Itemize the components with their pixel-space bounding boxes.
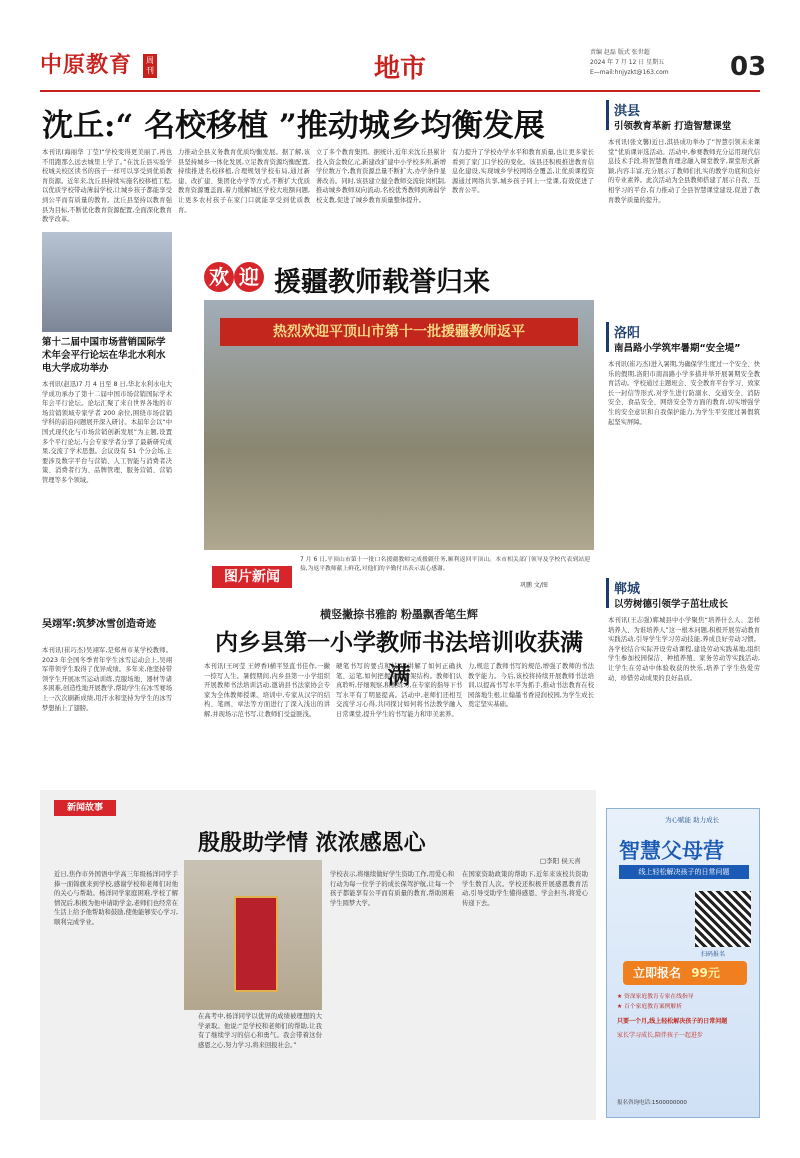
sidebar1-title: 第十二届中国市场营销国际学术年会平行论坛在华北水利水电大学成功举办 xyxy=(42,337,166,374)
editor-info: 责编 赵磊 版式 张世超 xyxy=(590,49,650,56)
ad-price: 99元 xyxy=(691,966,720,980)
qr-label: 扫码报名 xyxy=(701,951,726,958)
story2-kicker: 横竖撇捺书雅韵 粉墨飘香笔生辉 xyxy=(320,608,478,621)
teachers-photo xyxy=(204,300,594,550)
section-title: 地市 xyxy=(374,54,427,84)
ad-bullet-1: ★ 资深家庭教育专家在线指导 xyxy=(617,994,694,1000)
sidebar5-body: 本刊讯(王志强)郸城县中小学聚焦“培养什么人、怎样培养人、为谁培养人”这一根本问题,积极开展劳动教育实践活动,引导学生学习劳动技能,养成良好劳动习惯。各学校结合实际开设劳动课程,建设劳动实践基地,组织学生参加校园保洁、种植养殖、家务劳动等实践活动,让学生在劳动中体验收获的快乐,培养了学生热爱劳动、珍惜劳动成果的良好品质。 xyxy=(608,617,760,682)
story3-column-1: 近日,焦作市外国语中学高三年级杨洋同学手捧一面锦旗来到学校,感谢学校和老师们对他的关心与帮助。杨洋同学家庭困难,学校了解情况后,积极为他申请助学金,老师们也经常在生活上给予他帮助和鼓励,使他能够安心学习,顺利完成学业。 xyxy=(54,871,178,926)
lead-headline: 沈丘:“ 名校移植 ”推动城乡均衡发展 xyxy=(42,108,545,144)
story3-headline: 殷殷助学情 浓浓感恩心 xyxy=(198,830,426,856)
issue-date: 2024 年 7 月 12 日 星期五 xyxy=(590,59,665,66)
weekly-badge: 周刊 xyxy=(143,54,157,78)
ad-topline: 为心赋能 助力成长 xyxy=(665,816,720,824)
sidebar1-body: 本刊讯(赵迅)7 月 4 日至 8 日,华北水利水电大学成功承办了第十二届中国市场营销国际学术年会平行论坛。论坛汇聚了来自世界各地的市场营销领域专家学者 200 余位,围绕市场营销学科的前沿问题展开深入研讨。本届年会以“中国式现代化与市场营销创新发展”为主题,设置多个平行论坛,与会专家学者分享了最新研究成果,交流了学术思想。会议设有 51 个分会场,主要涉及数字平台与营销、人工智能与消费者决策、消费者行为、品牌管理、服务营销、营销管理等多个领域。 xyxy=(42,381,172,484)
story3-column-4: 在国家资助政策的帮助下,近年来该校共资助学生数百人次。学校还积极开展感恩教育活动,引导受助学生懂得感恩、学会担当,将爱心传递下去。 xyxy=(462,871,588,907)
ad-title: 智慧父母营 xyxy=(619,839,724,863)
sidebar2-title: 吴翊军:筑梦冰雪创造奇迹 xyxy=(42,619,156,630)
ad-hotline: 报名咨询电话:1500000000 xyxy=(617,1100,687,1106)
lead-column-4: 有力提升了学校办学水平和教育质量,也让更多家长看到了家门口学校的变化。该县还积极推进教育信息化建设,实现城乡学校网络全覆盖,让优质课程资源通过网络共享,城乡孩子同上一堂课,有效促进了教育公平。 xyxy=(452,149,594,195)
signup-label: 立即报名 xyxy=(633,966,682,980)
email: E—mail:hnjyzkt@163.com xyxy=(590,69,669,76)
lead-column-2: 力推动全县义务教育优质均衡发展。据了解,该县坚持城乡一体化发展,立足教育资源均衡配置,持续推进名校移植,合理规划学校布局,通过新建、改扩建、集团化办学等方式,不断扩大优质教育资源覆盖面,着力缓解城区学校大班额问题,让更多农村孩子在家门口就能享受到优质教育。 xyxy=(178,149,310,214)
masthead-rule xyxy=(40,90,760,92)
signup-button[interactable] xyxy=(623,961,747,985)
banner-title: 援疆教师载誉归来 xyxy=(274,267,490,298)
sidebar3-marker xyxy=(606,100,609,130)
sidebar4-title: 南昌路小学筑牢暑期“安全堤” xyxy=(614,343,741,354)
lead-column-1: 本刊讯(海丽华 丁莹)“学校变得更美丽了,再也不用跑那么远去城里上学了。”在沈丘县实验学校城关校区读书的孩子一样可以享受到优质教育资源。近年来,沈丘县持续实施名校移植工程,以优质学校带动薄弱学校,让城乡孩子都能享受到公平而有质量的教育。沈丘县坚持以教育强县为目标,不断优化教育资源配置,全面深化教育教学改革。 xyxy=(42,149,172,224)
photo-banner: 热烈欢迎平顶山市第十一批援疆教师返平 xyxy=(220,318,578,346)
story2-column-2: 硬笔书写的要点和技巧,讲解了如何正确执笔、运笔,如何把握字的间架结构。教师们认真聆听,仔细观察,积极练习,在专家的指导下书写水平有了明显提高。活动中,老师们还相互交流学习心得,共同探讨如何将书法教学融入日常课堂,提升学生的书写能力和审美素养。 xyxy=(336,663,462,718)
ad-bullet-3: 只要一个月,线上轻松解决孩子的日常问题 xyxy=(617,1018,728,1025)
sidebar3-body: 本刊讯(张文馨)近日,淇县成功举办了“智慧引领未来课堂”优质课评选活动。活动中,参赛教师充分运用现代信息技术手段,将智慧教育理念融入课堂教学,课堂形式新颖,内容丰富,充分展示了教师们扎实的教学功底和良好的专业素养。此次活动为全县教师搭建了展示自我、互相学习的平台,有力推动了全县智慧课堂建设,促进了教育教学质量的提升。 xyxy=(608,139,760,204)
masthead xyxy=(40,48,767,88)
qr-code[interactable] xyxy=(695,891,751,947)
sidebar4-county: 洛阳 xyxy=(614,326,641,341)
ad-bullet-4: 家长学习成长,陪伴孩子一起进步 xyxy=(617,1032,703,1039)
story2-headline: 内乡县第一小学教师书法培训收获满满 xyxy=(215,629,583,689)
ad-bullet-2: ★ 百个家庭教育案例解析 xyxy=(617,1004,683,1010)
sidebar3-county: 淇县 xyxy=(614,104,641,119)
lead-column-3: 立了多个教育集团。据统计,近年来沈丘县累计投入资金数亿元,新建改扩建中小学校多所,新增学位数万个,教育资源总量不断扩大,办学条件显著改善。同时,该县建立健全教师交流轮岗机制,推动城乡教师双向流动,名校优秀教师到薄弱学校支教,促进了城乡教育质量整体提升。 xyxy=(316,149,446,204)
story2-column-1: 本刊讯(王珂莹 王婷香)横平竖直书佳作,一撇一捺写人生。暑假期间,内乡县第一小学组织开展教师书法培训活动,邀请县书法家协会专家为全体教师授课。培训中,专家从汉字的结构、笔画、章法等方面进行了深入浅出的讲解,并现场示范书写,让教师们受益匪浅。 xyxy=(204,663,330,718)
photo-credit: 巩鹏 文/图 xyxy=(520,582,548,589)
page-number: 03 xyxy=(730,52,767,82)
story3-column-3: 学校表示,将继续做好学生资助工作,用爱心和行动为每一位学子的成长保驾护航,让每一个孩子都能享有公平而有质量的教育,帮助困难学生圆梦大学。 xyxy=(330,871,454,907)
sidebar3-title: 引领教育革新 打造智慧课堂 xyxy=(614,121,732,132)
sidebar5-county: 郸城 xyxy=(614,582,641,597)
advert[interactable] xyxy=(606,808,760,1118)
sidebar5-marker xyxy=(606,578,609,608)
banner-headline xyxy=(204,258,594,298)
photo-caption: 7 月 6 日,平顶山市第十一批口名援疆教师完成援疆任务,顺利返回平顶山。本市相关部门领导及学校代表到站迎接,为返平教师献上鲜花,对他们的辛勤付出表示衷心感谢。 xyxy=(300,557,590,572)
banner-char-2: 迎 xyxy=(234,262,264,292)
photo-news-tag: 图片新闻 xyxy=(212,566,292,588)
story2-column-3: 力,规范了教师书写的规范,增强了教师的书法教学能力。今后,该校将持续开展教师书法培训,以提高书写水平为抓手,推动书法教育在校园落地生根,让翰墨书香浸润校园,为学生成长奠定坚实基础。 xyxy=(468,663,594,709)
pennant-shape xyxy=(234,896,278,992)
ad-subtitle: 线上轻松解决孩子的日常问题 xyxy=(619,865,749,879)
sidebar5-title: 以劳树德引领学子茁壮成长 xyxy=(614,599,729,610)
sidebar4-body: 本刊讯(崔巧杰)进入暑期,为确保学生度过一个安全、快乐的假期,洛阳市南昌路小学多措并举开展暑期安全教育活动。学校通过主题班会、安全教育平台学习、致家长一封信等形式,对学生进行防溺水、交通安全、消防安全、食品安全、网络安全等方面的教育,切实增强学生的安全意识和自我保护能力,为学生平安度过暑假筑起坚实屏障。 xyxy=(608,361,760,426)
banner-char-1: 欢 xyxy=(204,262,234,292)
pennant-photo xyxy=(184,860,322,1010)
story3-tag: 新闻故事 xyxy=(54,800,116,816)
paper-logo: 中原教育 xyxy=(40,52,133,78)
conference-photo xyxy=(42,232,172,332)
story3-credit: □李阳 侯天喜 xyxy=(540,857,581,865)
sidebar2-body: 本刊讯(崔巧杰)吴翊军,是郑州市某学校教师。2023 年全国冬季青年学生冰雪运动会上,吴翊军带领学生取得了优异成绩。多年来,他坚持带领学生开展冰雪运动训练,克服场地、器材等诸多困难,创造性地开展教学,帮助学生在冰雪赛场上一次次刷新成绩,用汗水和坚持为学生的冰雪梦想插上了翅膀。 xyxy=(42,647,172,712)
sidebar4-marker xyxy=(606,322,609,352)
story3-column-2: 在高考中,杨洋同学以优异的成绩被理想的大学录取。他说:“是学校和老师们的帮助,让我有了继续学习的信心和勇气。我会带着这份感恩之心,努力学习,将来回报社会。” xyxy=(198,1013,322,1049)
